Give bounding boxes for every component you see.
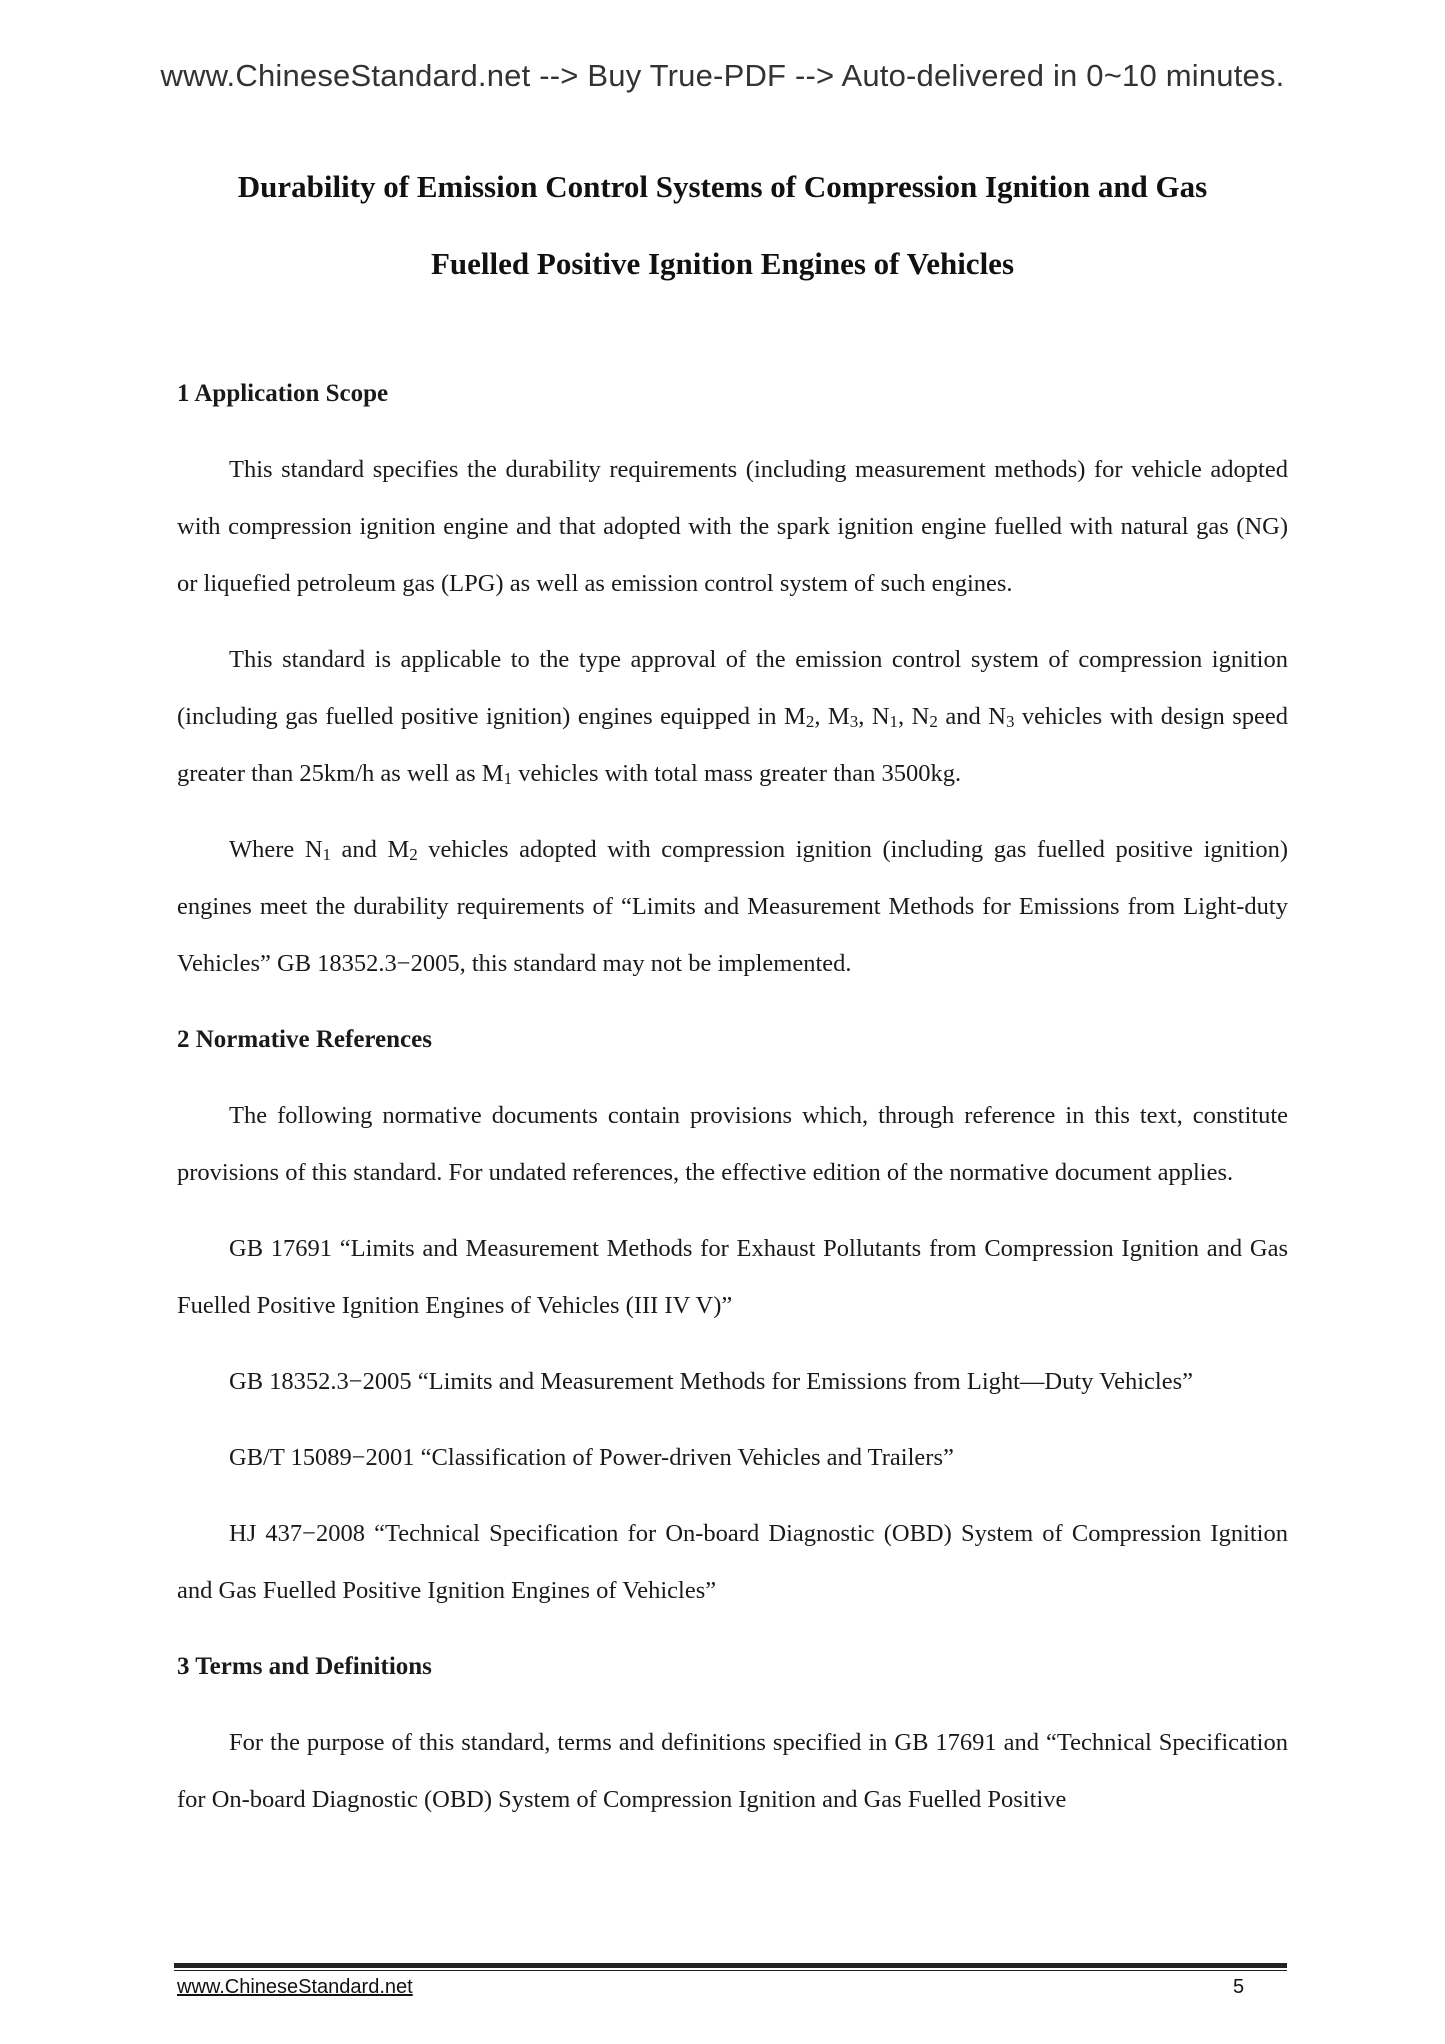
footer-website-link[interactable]: www.ChineseStandard.net bbox=[177, 1976, 413, 1998]
text-run: and M bbox=[331, 836, 410, 863]
subscript: 2 bbox=[409, 845, 418, 864]
reference-item: GB/T 15089−2001 “Classification of Power-driven Vehicles and Trailers” bbox=[229, 1444, 954, 1471]
document-title bbox=[120, 148, 1325, 302]
text-run: , N bbox=[858, 703, 890, 730]
footer-rule bbox=[174, 1963, 1287, 1968]
text-run: , N bbox=[898, 703, 930, 730]
subscript: 2 bbox=[805, 712, 815, 731]
subscript: 3 bbox=[849, 712, 859, 731]
text-run: and N bbox=[937, 703, 1006, 730]
footer-rule-thin bbox=[174, 1970, 1287, 1971]
reference-item: HJ 437−2008 “Technical Specification for On-board Diagnostic (OBD) System of Compression Ignition and Gas Fuelled Positive Ignition Engines of Vehicles” bbox=[177, 1520, 1288, 1604]
section-heading-normative-references: 2 Normative References bbox=[177, 1026, 432, 1053]
top-banner[interactable]: www.ChineseStandard.net --> Buy True-PDF --> Auto-delivered in 0~10 minutes. bbox=[160, 58, 1285, 93]
document-title-line-1: Durability of Emission Control Systems of Compression Ignition and Gas bbox=[237, 169, 1208, 204]
paragraph-scope-3 bbox=[177, 821, 1288, 992]
reference-item: GB 17691 “Limits and Measurement Methods for Exhaust Pollutants from Compression Ignition and Gas Fuelled Positive Ignition Engines of Vehicles (III IV V)” bbox=[177, 1235, 1288, 1319]
subscript: 3 bbox=[1005, 712, 1015, 731]
text-run: , M bbox=[814, 703, 850, 730]
section-heading-terms-definitions: 3 Terms and Definitions bbox=[177, 1653, 432, 1680]
section-heading-application-scope: 1 Application Scope bbox=[177, 380, 389, 407]
text-run: vehicles with total mass greater than 3500kg. bbox=[512, 760, 962, 787]
text-run: This standard is applicable to the type approval of the emission control system of compression ignition (including gas fuelled positive ignition) engines equipped in M bbox=[177, 646, 1288, 730]
document-body bbox=[177, 365, 1288, 1828]
subscript: 1 bbox=[889, 712, 899, 731]
page-number: 5 bbox=[1233, 1976, 1245, 1998]
subscript: 1 bbox=[322, 845, 332, 864]
subscript: 2 bbox=[929, 712, 938, 731]
paragraph-scope-1: This standard specifies the durability requirements (including measurement methods) for vehicle adopted with compression ignition engine and that adopted with the spark ignition engine fuelled with natural gas (NG) or liquefied petroleum gas (LPG) as well as emission control system of such engines. bbox=[177, 456, 1288, 597]
text-run: Where N bbox=[229, 836, 323, 863]
document-title-line-2: Fuelled Positive Ignition Engines of Vehicles bbox=[430, 246, 1015, 281]
text-run: vehicles adopted with compression ignition (including gas fuelled positive ignition) engines meet the durability requirements of “Limits and Measurement Methods for Emissions from Light-duty Vehicles” GB 18352.3−2005, this standard may not be implemented. bbox=[177, 836, 1288, 977]
paragraph-scope-2 bbox=[177, 631, 1288, 802]
subscript: 1 bbox=[503, 769, 513, 788]
text-run: vehicles with design speed greater than 25km/h as well as M bbox=[177, 703, 1288, 787]
reference-item: GB 18352.3−2005 “Limits and Measurement Methods for Emissions from Light—Duty Vehicles” bbox=[229, 1368, 1193, 1395]
paragraph-terms-1: For the purpose of this standard, terms and definitions specified in GB 17691 and “Technical Specification for On-board Diagnostic (OBD) System of Compression Ignition and Gas Fuelled Positive bbox=[177, 1729, 1288, 1813]
paragraph-references-intro: The following normative documents contain provisions which, through reference in this text, constitute provisions of this standard. For undated references, the effective edition of the normative document applies. bbox=[177, 1102, 1288, 1186]
